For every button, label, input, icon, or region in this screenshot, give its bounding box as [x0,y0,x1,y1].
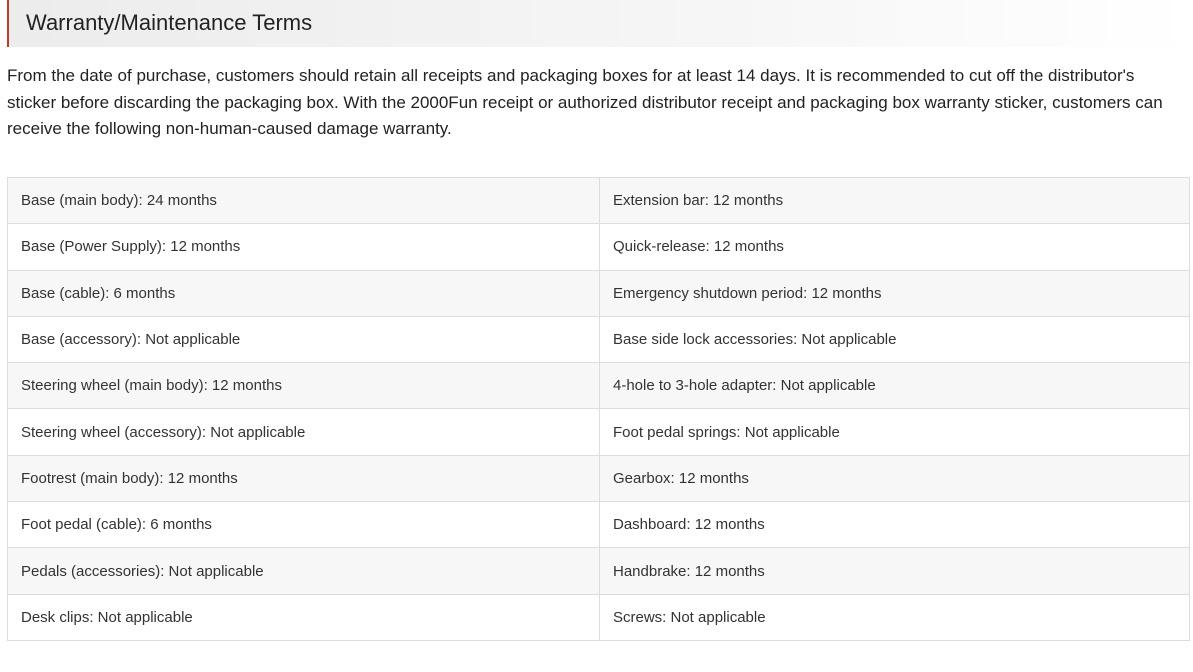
table-cell: Steering wheel (accessory): Not applicable [8,409,600,455]
table-row [8,502,1190,548]
table-row [8,224,1190,270]
table-cell: Foot pedal springs: Not applicable [600,409,1190,455]
table-cell: Screws: Not applicable [600,594,1190,640]
table-row [8,270,1190,316]
table-cell: Gearbox: 12 months [600,455,1190,501]
table-row [8,594,1190,640]
table-row [8,316,1190,362]
table-cell: Handbrake: 12 months [600,548,1190,594]
warranty-intro-paragraph: From the date of purchase, customers should retain all receipts and packaging boxes for at least 14 days. It is recommended to cut off the distributor's sticker before discarding the packaging box. With the 2000Fun receipt or authorized distributor receipt and packaging box warranty sticker, customers can receive the following non-human-caused damage warranty. [7,66,1163,138]
section-header [7,0,1193,47]
table-cell: Emergency shutdown period: 12 months [600,270,1190,316]
table-row [8,455,1190,501]
table-row [8,548,1190,594]
table-cell: Pedals (accessories): Not applicable [8,548,600,594]
table-row [8,409,1190,455]
table-row [8,178,1190,224]
table-cell: Foot pedal (cable): 6 months [8,502,600,548]
table-cell: Base (main body): 24 months [8,178,600,224]
section-title: Warranty/Maintenance Terms [26,10,313,35]
warranty-terms-table [7,177,1190,641]
table-cell: Base (accessory): Not applicable [8,316,600,362]
table-row [8,363,1190,409]
table-cell: Steering wheel (main body): 12 months [8,363,600,409]
table-cell: Extension bar: 12 months [600,178,1190,224]
table-cell: Footrest (main body): 12 months [8,455,600,501]
table-cell: Base side lock accessories: Not applicable [600,316,1190,362]
table-cell: Quick-release: 12 months [600,224,1190,270]
table-cell: Desk clips: Not applicable [8,594,600,640]
table-cell: Base (Power Supply): 12 months [8,224,600,270]
table-cell: Dashboard: 12 months [600,502,1190,548]
table-cell: Base (cable): 6 months [8,270,600,316]
table-cell: 4-hole to 3-hole adapter: Not applicable [600,363,1190,409]
